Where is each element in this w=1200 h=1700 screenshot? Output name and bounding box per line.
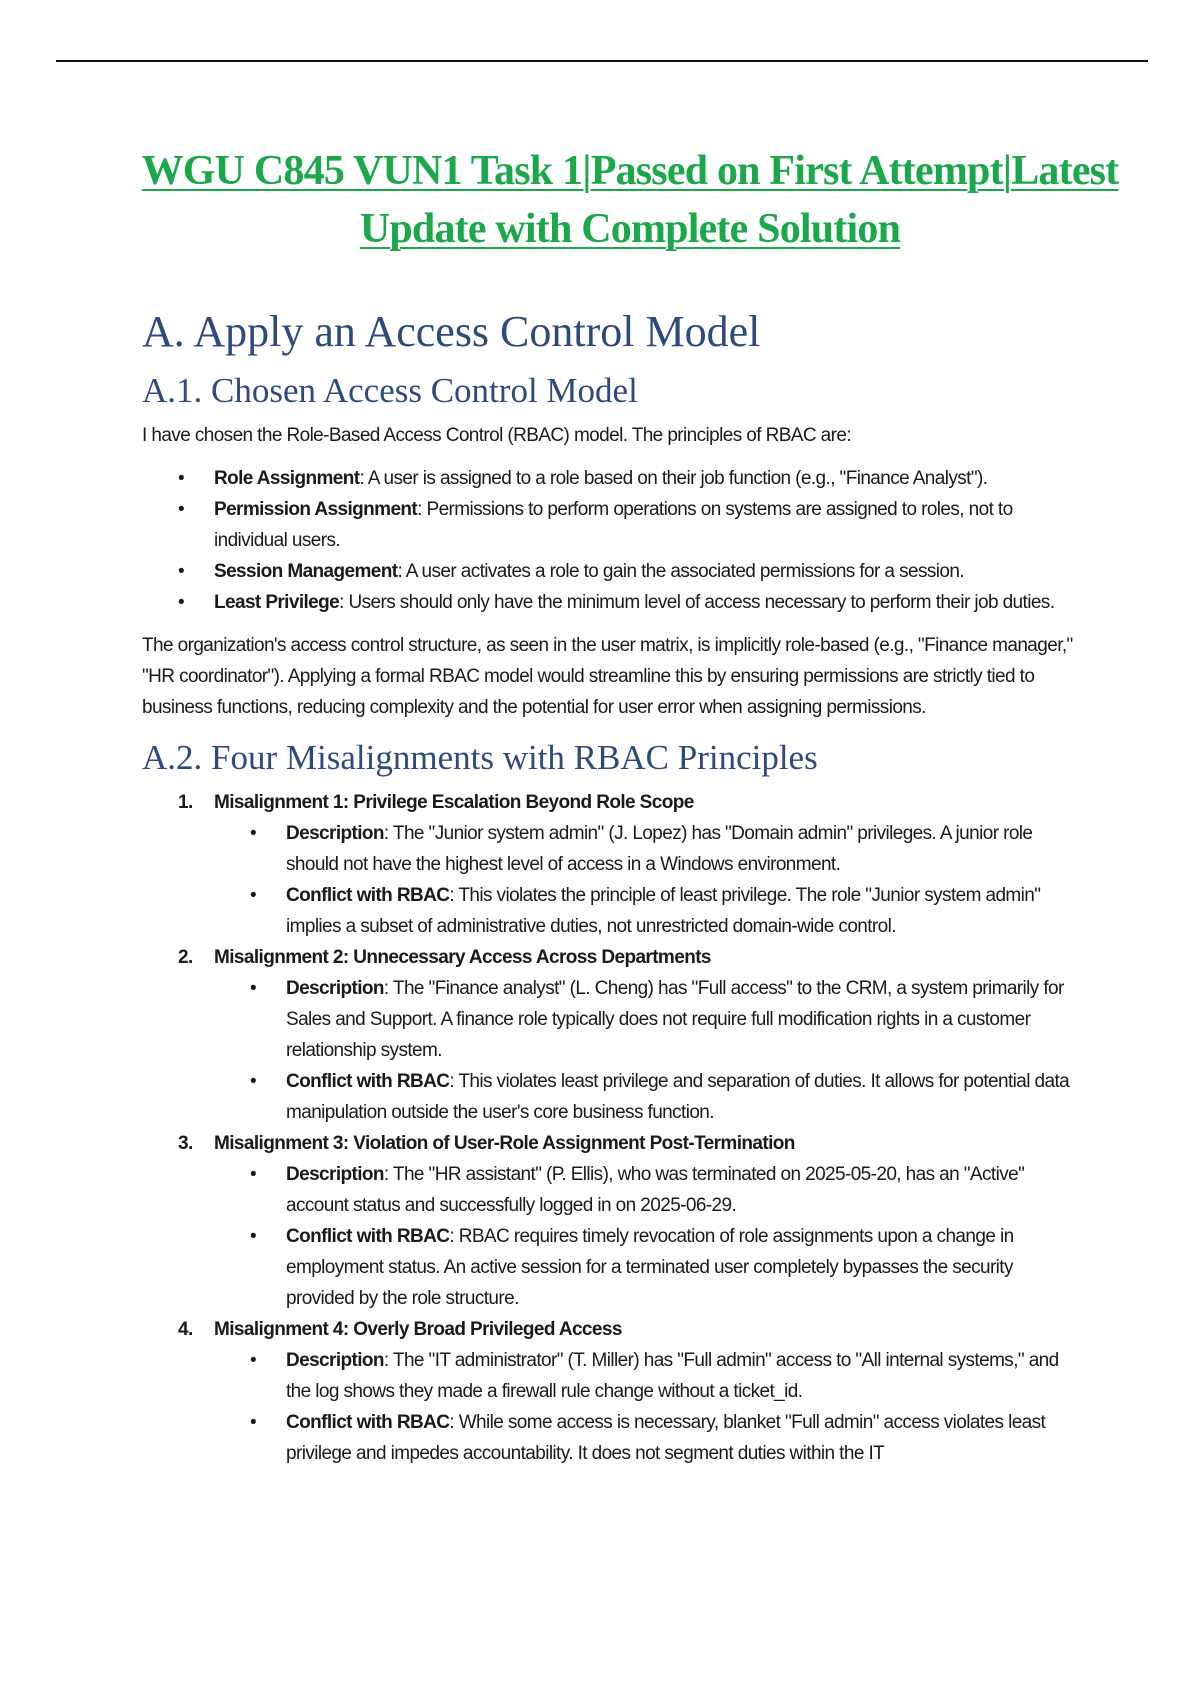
misalignment-item: 3. Misalignment 3: Violation of User-Role Assignment Post-Termination • Description: The "HR assistant" (P. Ellis), who was terminated on 2025-05-20, has an "Active" account status and successfully logged in on 2025-06-29. • Conflict with RBAC: RBAC requires timely revocation of role assignments upon a change in employment status. An active session for a terminated user completely bypasses the security provided by the role structure. xyxy=(214,1128,1082,1314)
misalignment-title: Misalignment 3: Violation of User-Role Assignment Post-Termination xyxy=(214,1133,795,1154)
a1-intro: I have chosen the Role-Based Access Control (RBAC) model. The principles of RBAC are: xyxy=(142,425,852,446)
misalignment-title: Misalignment 4: Overly Broad Privileged Access xyxy=(214,1319,622,1340)
rbac-principles-list xyxy=(142,463,1082,618)
document-title: WGU C845 VUN1 Task 1|Passed on First Attempt|Latest Update with Complete Solution xyxy=(141,148,1119,252)
top-rule xyxy=(56,60,1148,62)
conflict-item: • Conflict with RBAC: This violates the principle of least privilege. The role "Junior system admin" implies a subset of administrative duties, not unrestricted domain-wide control. xyxy=(286,880,1082,942)
misalignment-item: 4. Misalignment 4: Overly Broad Privileged Access • Description: The "IT administrator" (T. Miller) has "Full admin" access to "All internal systems," and the log shows they made a firewall rule change without a ticket_id. • Conflict with RBAC: While some access is necessary, blanket "Full admin" access violates least privilege and impedes accountability. It does not segment duties within the IT xyxy=(214,1314,1082,1469)
description-item: • Description: The "HR assistant" (P. Ellis), who was terminated on 2025-05-20, has an "Active" account status and successfully logged in on 2025-06-29. xyxy=(286,1159,1082,1221)
misalignment-title: Misalignment 2: Unnecessary Access Across Departments xyxy=(214,947,711,968)
misalignment-item: 2. Misalignment 2: Unnecessary Access Across Departments • Description: The "Finance analyst" (L. Cheng) has "Full access" to the CRM, a system primarily for Sales and Support. A finance role typically does not require full modification rights in a customer relationship system. • Conflict with RBAC: This violates least privilege and separation of duties. It allows for potential data manipulation outside the user's core business function. xyxy=(214,942,1082,1128)
conflict-item: • Conflict with RBAC: This violates least privilege and separation of duties. It allows for potential data manipulation outside the user's core business function. xyxy=(286,1066,1082,1128)
conflict-item: • Conflict with RBAC: RBAC requires timely revocation of role assignments upon a change in employment status. An active session for a terminated user completely bypasses the security provided by the role structure. xyxy=(286,1221,1082,1314)
description-item: • Description: The "Finance analyst" (L. Cheng) has "Full access" to the CRM, a system primarily for Sales and Support. A finance role typically does not require full modification rights in a customer relationship system. xyxy=(286,973,1082,1066)
section-a-heading: A. Apply an Access Control Model xyxy=(142,307,761,356)
principle-item: • Session Management: A user activates a role to gain the associated permissions for a session. xyxy=(214,556,1082,587)
principle-item: • Least Privilege: Users should only have the minimum level of access necessary to perform their job duties. xyxy=(214,587,1082,618)
section-a1-heading: A.1. Chosen Access Control Model xyxy=(142,371,638,410)
document-body xyxy=(142,304,1082,1469)
misalignment-title: Misalignment 1: Privilege Escalation Beyond Role Scope xyxy=(214,792,694,813)
a1-paragraph: The organization's access control structure, as seen in the user matrix, is implicitly role-based (e.g., "Finance manager," "HR coordinator"). Applying a formal RBAC model would streamline this by ensuring permissions are strictly tied to business functions, reducing complexity and the potential for user error when assigning permissions. xyxy=(142,635,1073,718)
description-item: • Description: The "IT administrator" (T. Miller) has "Full admin" access to "All internal systems," and the log shows they made a firewall rule change without a ticket_id. xyxy=(286,1345,1082,1407)
description-item: • Description: The "Junior system admin" (J. Lopez) has "Domain admin" privileges. A junior role should not have the highest level of access in a Windows environment. xyxy=(286,818,1082,880)
principle-item: • Role Assignment: A user is assigned to a role based on their job function (e.g., "Finance Analyst"). xyxy=(214,463,1082,494)
misalignment-list xyxy=(142,787,1082,1469)
misalignment-item: 1. Misalignment 1: Privilege Escalation Beyond Role Scope • Description: The "Junior system admin" (J. Lopez) has "Domain admin" privileges. A junior role should not have the highest level of access in a Windows environment. • Conflict with RBAC: This violates the principle of least privilege. The role "Junior system admin" implies a subset of administrative duties, not unrestricted domain-wide control. xyxy=(214,787,1082,942)
conflict-item: • Conflict with RBAC: While some access is necessary, blanket "Full admin" access violates least privilege and impedes accountability. It does not segment duties within the IT xyxy=(286,1407,1082,1469)
section-a2-heading: A.2. Four Misalignments with RBAC Principles xyxy=(142,738,818,777)
principle-item: • Permission Assignment: Permissions to perform operations on systems are assigned to roles, not to individual users. xyxy=(214,494,1082,556)
